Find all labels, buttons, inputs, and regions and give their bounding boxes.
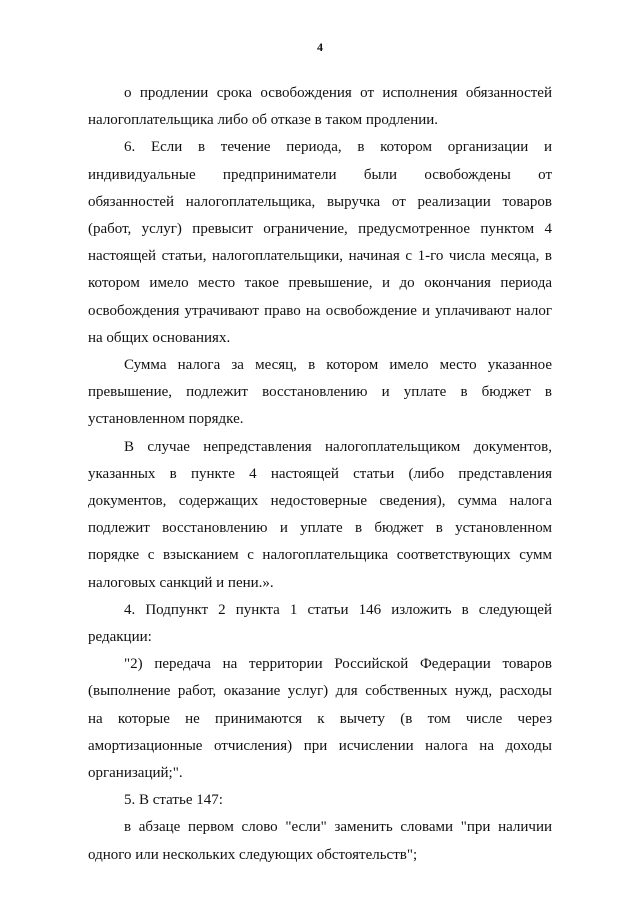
text-line: порядке с взысканием с налогоплательщика соответствующих сумм [88, 547, 552, 564]
paragraph-continuation [88, 80, 552, 134]
paragraph-non-submission [88, 434, 552, 597]
text-line: на которые не принимаются к вычету (в том числе через [88, 710, 552, 727]
text-line: редакции: [88, 629, 152, 646]
text-line: о продлении срока освобождения от исполнения обязанностей [124, 85, 552, 101]
text-line: обязанностей налогоплательщика, выручка от реализации товаров [88, 193, 552, 210]
text-line: подлежит восстановлению и уплате в бюджет в установленном [88, 520, 552, 537]
paragraph-item-5 [88, 787, 552, 814]
text-line: установленном порядке. [88, 411, 244, 428]
text-line: В случае непредставления налогоплательщиком документов, [124, 438, 552, 455]
text-line: Сумма налога за месяц, в котором имело место указанное [124, 357, 552, 374]
text-line: в абзаце первом слово "если" заменить словами "при наличии [124, 819, 552, 836]
text-line: 5. В статье 147: [124, 792, 223, 809]
text-line: "2) передача на территории Российской Федерации товаров [124, 656, 552, 673]
text-line: налогоплательщика либо об отказе в таком продлении. [88, 112, 439, 129]
text-line: амортизационные отчисления) при исчислении налога на доходы [88, 737, 552, 754]
text-line: 6. Если в течение периода, в котором организации и [124, 139, 552, 156]
text-line: одного или нескольких следующих обстоятельств"; [88, 846, 418, 863]
paragraph-subitem-2 [88, 651, 552, 787]
text-line: на общих основаниях. [88, 329, 231, 346]
text-line: документов, содержащих недостоверные сведения), сумма налога [88, 493, 552, 510]
text-line: индивидуальные предприниматели были освобождены от [88, 166, 552, 183]
document-body [88, 80, 552, 869]
text-line: настоящей статьи, налогоплательщики, начиная с 1-го числа месяца, в [88, 248, 552, 265]
text-line: 4. Подпункт 2 пункта 1 статьи 146 изложить в следующей [124, 601, 552, 618]
paragraph-item-4 [88, 597, 552, 651]
text-line: (работ, услуг) превысит ограничение, предусмотренное пунктом 4 [88, 221, 552, 238]
text-line: указанных в пункте 4 настоящей статьи (либо представления [88, 465, 552, 482]
page-number: 4 [317, 40, 323, 54]
text-line: налоговых санкций и пени.». [88, 574, 274, 591]
text-line: освобождения утрачивают право на освобождение и уплачивают налог [88, 302, 552, 319]
paragraph-replace-word [88, 814, 552, 868]
text-line: котором имело место такое превышение, и до окончания периода [88, 275, 552, 292]
text-line: (выполнение работ, оказание услуг) для собственных нужд, расходы [88, 683, 552, 700]
paragraph-tax-sum [88, 352, 552, 434]
text-line: превышение, подлежит восстановлению и уплате в бюджет в [88, 384, 552, 401]
paragraph-item-6 [88, 134, 552, 352]
text-line: организаций;". [88, 765, 183, 782]
